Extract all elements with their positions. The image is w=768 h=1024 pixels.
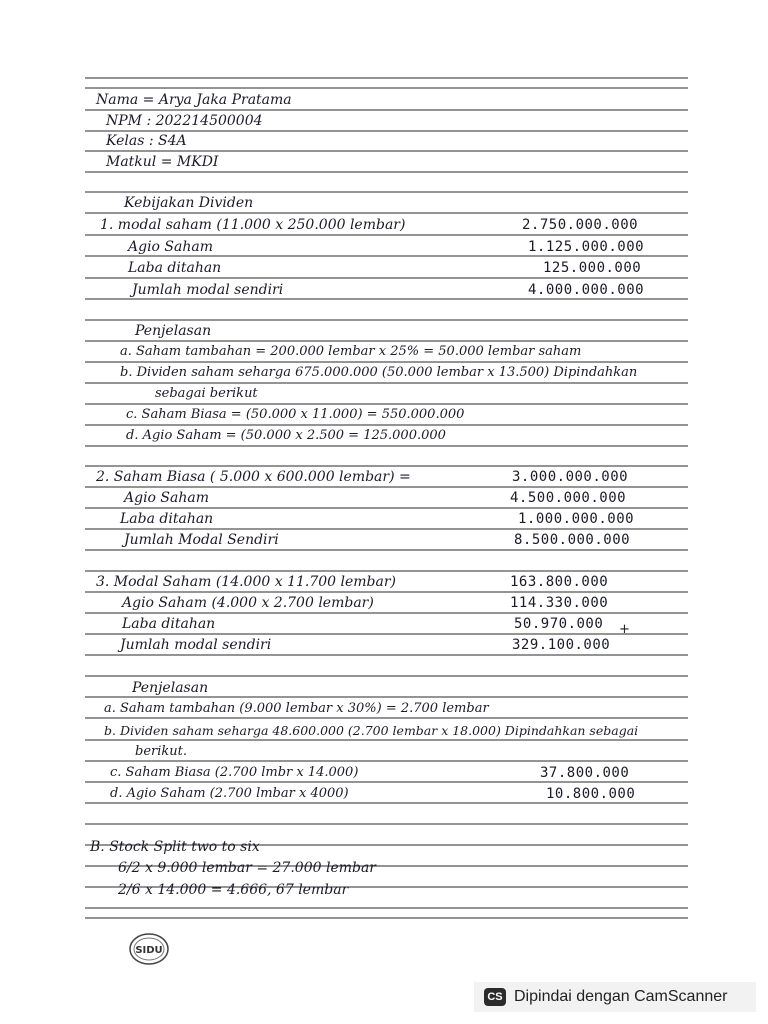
stock-split-title: B. Stock Split two to six [90,839,260,855]
s1-row1-label: 1. modal saham (11.000 x 250.000 lembar) [100,217,406,233]
s3-explanation-b-cont: berikut. [135,744,187,759]
s1-row2-value: 1.125.000.000 [528,239,645,255]
s1-row2-label: Agio Saham [128,239,214,255]
s3-explanation-a: a. Saham tambahan (9.000 lembar x 30%) = 2.700 lembar [104,701,489,716]
s2-row4-label: Jumlah Modal Sendiri [124,532,279,548]
s2-row3-label: Laba ditahan [120,511,214,527]
s2-row2-label: Agio Saham [124,490,210,506]
s2-row4-value: 8.500.000.000 [514,532,631,548]
s2-row1-value: 3.000.000.000 [512,469,629,485]
s3-row3-label: Laba ditahan [122,616,216,632]
s1-row3-label: Laba ditahan [128,260,222,276]
s1-row4-label: Jumlah modal sendiri [132,282,284,298]
s2-row1-label: 2. Saham Biasa ( 5.000 x 600.000 lembar) = [96,469,411,485]
s3-row4-label: Jumlah modal sendiri [120,637,272,653]
s3-sum-plus-sign: + [619,622,630,637]
camscanner-text: Dipindai dengan CamScanner [514,988,728,1005]
sidu-logo-text: SIDU [135,945,163,956]
stock-split-row2: 2/6 x 14.000 = 4.666, 67 lembar [118,882,349,898]
stock-split-row1: 6/2 x 9.000 lembar = 27.000 lembar [118,860,377,876]
s2-row3-value: 1.000.000.000 [518,511,635,527]
s1-explanation-a: a. Saham tambahan = 200.000 lembar x 25% = 50.000 lembar saham [120,344,582,359]
section-title: Kebijakan Dividen [124,195,254,211]
s2-row2-value: 4.500.000.000 [510,490,627,506]
s1-explanation-b: b. Dividen saham seharga 675.000.000 (50.000 lembar x 13.500) Dipindahkan [120,365,638,380]
s1-row3-value: 125.000.000 [543,260,642,276]
s3-row2-label: Agio Saham (4.000 x 2.700 lembar) [122,595,374,611]
s3-explanation-b: b. Dividen saham seharga 48.600.000 (2.700 lembar x 18.000) Dipindahkan sebagai [104,723,639,738]
sidu-logo [128,932,170,966]
s3-explanation-d-value: 10.800.000 [546,786,636,802]
s3-row1-label: 3. Modal Saham (14.000 x 11.700 lembar) [96,574,397,590]
camscanner-watermark [474,982,756,1012]
npm-line: NPM : 202214500004 [106,113,263,129]
s3-explanation-c-label: c. Saham Biasa (2.700 lmbr x 14.000) [110,765,359,780]
s1-explanation-c: c. Saham Biasa = (50.000 x 11.000) = 550.000.000 [126,407,465,422]
s1-explanation-b-cont: sebagai berikut [155,386,258,401]
s3-row2-value: 114.330.000 [510,595,609,611]
matkul-line: Matkul = MKDI [106,154,219,170]
camscanner-icon: CS [484,988,506,1006]
s1-explanation-d: d. Agio Saham = (50.000 x 2.500 = 125.000.000 [126,428,446,443]
s3-explanation-c-value: 37.800.000 [540,765,630,781]
s3-row4-value: 329.100.000 [512,637,611,653]
s3-row3-value: 50.970.000 [514,616,604,632]
s1-row1-value: 2.750.000.000 [522,217,639,233]
s1-penjelasan-title: Penjelasan [135,323,212,339]
s3-penjelasan-title: Penjelasan [132,680,209,696]
kelas-line: Kelas : S4A [106,133,187,149]
s3-explanation-d-label: d. Agio Saham (2.700 lmbar x 4000) [110,786,349,801]
s3-row1-value: 163.800.000 [510,574,609,590]
nama-line: Nama = Arya Jaka Pratama [96,92,292,108]
s1-row4-value: 4.000.000.000 [528,282,645,298]
